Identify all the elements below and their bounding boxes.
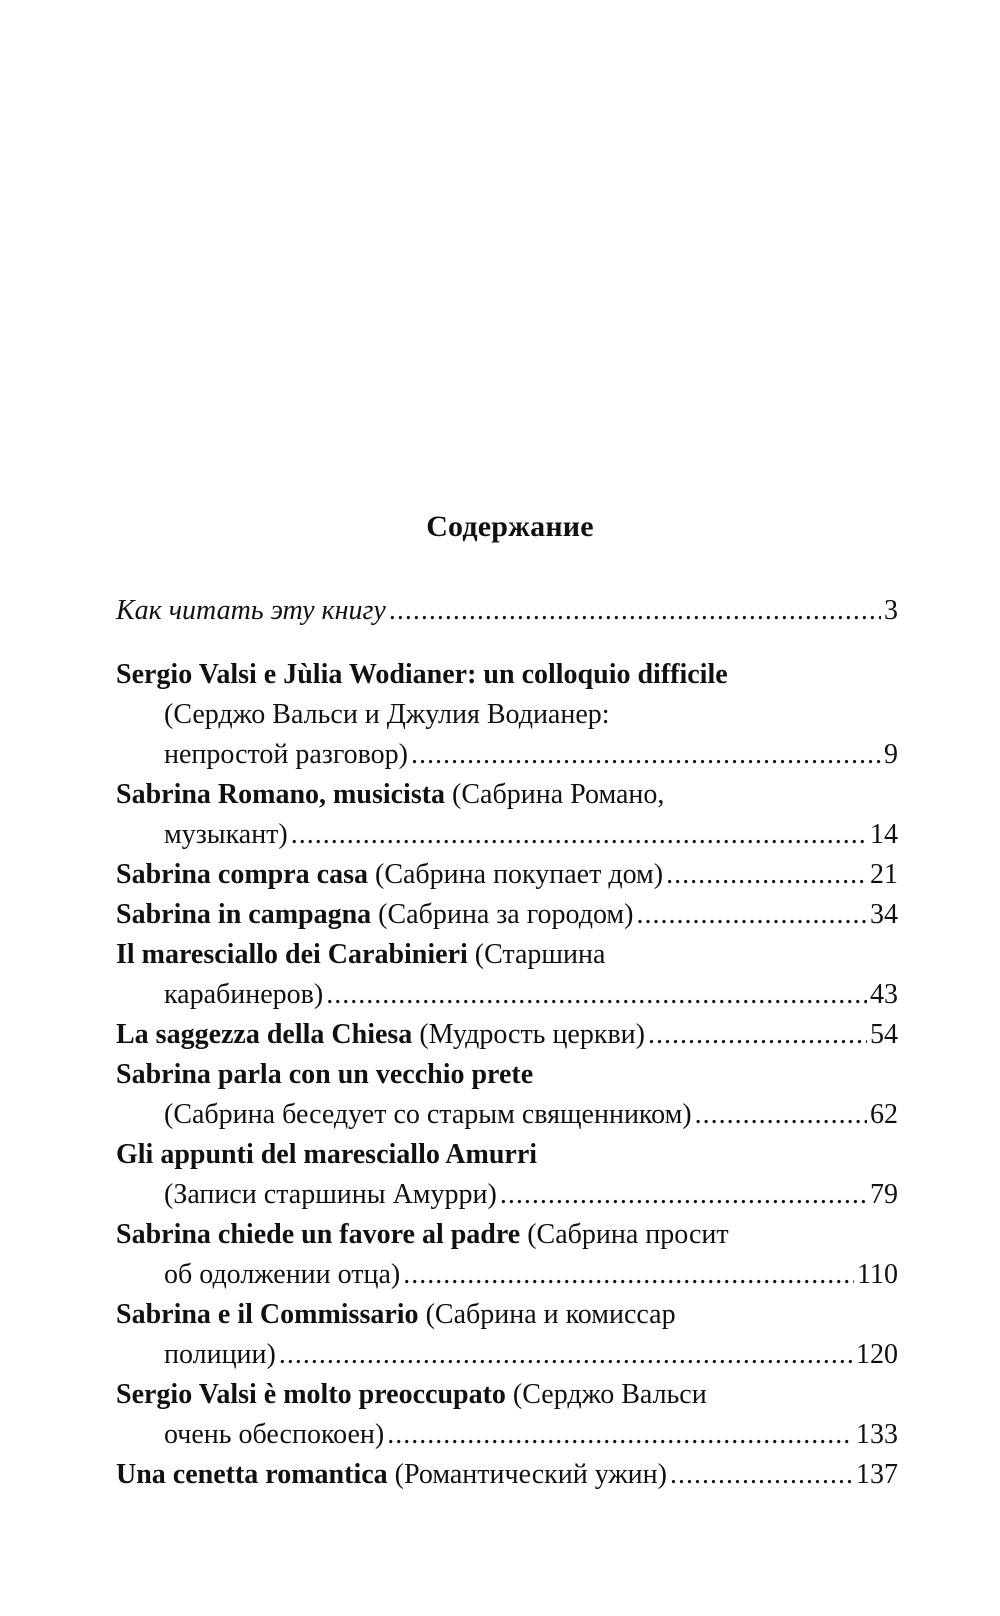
page-number: 21: [870, 859, 898, 890]
chapter-title-russian: (Мудрость церкви): [412, 1019, 645, 1050]
dot-leader: [326, 975, 867, 1015]
toc-line: [116, 655, 898, 695]
chapter-title-russian: (Записи старшины Амурри): [164, 1179, 497, 1210]
page-number: 9: [884, 739, 898, 770]
page-number: 54: [870, 1019, 898, 1050]
page-number: 43: [870, 979, 898, 1010]
dot-leader: [291, 815, 867, 855]
toc-entry: [116, 1015, 898, 1055]
toc-entry: [116, 655, 898, 775]
toc-line: [116, 1455, 898, 1495]
toc-line: [116, 1415, 898, 1455]
page-number: 133: [856, 1419, 898, 1450]
dot-leader: [389, 591, 881, 631]
toc-line: [116, 1135, 898, 1175]
chapter-title-russian: непростой разговор): [164, 739, 409, 770]
page-number: 62: [870, 1099, 898, 1130]
toc-entry: [116, 1295, 898, 1375]
toc-entry: [116, 1215, 898, 1295]
toc-entry: [116, 895, 898, 935]
toc-intro-title: Как читать эту книгу: [116, 595, 386, 626]
chapter-title-russian: (Сабрина покупает дом): [368, 859, 664, 890]
page-number: 3: [884, 595, 898, 626]
chapter-title-russian: полиции): [164, 1339, 276, 1370]
chapter-title-italian: Sabrina Romano, musicista: [116, 779, 446, 810]
dot-leader: [387, 1415, 853, 1455]
page-number: 110: [857, 1259, 898, 1290]
chapter-title-russian: (Романтический ужин): [387, 1459, 667, 1490]
chapter-title-russian: (Серджо Вальси: [505, 1379, 707, 1410]
toc-line: [116, 1175, 898, 1215]
chapter-title-italian: Sergio Valsi è molto preoccupato: [116, 1379, 506, 1410]
chapter-title-italian: Il maresciallo dei Carabinieri: [116, 939, 468, 970]
toc-line: [116, 815, 898, 855]
toc-line: [116, 1255, 898, 1295]
toc-line: [116, 1095, 898, 1135]
page-number: 14: [870, 819, 898, 850]
chapter-title-russian: карабинеров): [164, 979, 324, 1010]
toc-entry: [116, 775, 898, 855]
chapter-title-italian: Sabrina compra casa: [116, 859, 368, 890]
dot-leader: [403, 1255, 854, 1295]
toc-line: [116, 895, 898, 935]
toc-line: [116, 1295, 898, 1335]
page-number: 120: [856, 1339, 898, 1370]
chapter-title-russian: (Серджо Вальси и Джулия Водианер:: [164, 699, 610, 730]
toc-entry: [116, 1055, 898, 1135]
toc-entry: [116, 935, 898, 1015]
dot-leader: [500, 1175, 867, 1215]
toc-line: [116, 975, 898, 1015]
toc-entry: [116, 591, 898, 631]
dot-leader: [666, 855, 867, 895]
chapter-title-russian: (Сабрина беседует со старым священником): [164, 1099, 692, 1130]
chapter-title-russian: музыкант): [164, 819, 288, 850]
toc-line: [116, 1055, 898, 1095]
page-number: 137: [856, 1459, 898, 1490]
chapter-title-russian: очень обеспокоен): [164, 1419, 385, 1450]
toc-line: [116, 591, 898, 631]
chapter-title-russian: об одолжении отца): [164, 1259, 401, 1290]
toc-line: [116, 855, 898, 895]
toc-entry: [116, 1135, 898, 1215]
chapter-title-italian: Sabrina chiede un favore al padre: [116, 1219, 521, 1250]
toc-line: [116, 1375, 898, 1415]
chapter-title-russian: (Сабрина и комиссар: [418, 1299, 676, 1330]
toc-line: [116, 935, 898, 975]
chapter-title-russian: (Сабрина за городом): [371, 899, 634, 930]
chapter-title-italian: Sergio Valsi e Jùlia Wodianer: un colloquio difficile: [116, 659, 728, 690]
toc-entry: [116, 1375, 898, 1455]
chapter-title-italian: Gli appunti del maresciallo Amurri: [116, 1139, 538, 1170]
page-title: Содержание: [426, 510, 594, 543]
chapter-title-russian: (Сабрина просит: [520, 1219, 729, 1250]
chapter-title-russian: (Сабрина Романо,: [445, 779, 665, 810]
dot-leader: [636, 895, 867, 935]
toc-line: [116, 775, 898, 815]
dot-leader: [695, 1095, 867, 1135]
dot-leader: [670, 1455, 853, 1495]
table-of-contents: [116, 591, 898, 1495]
page-number: 79: [870, 1179, 898, 1210]
toc-line: [116, 695, 898, 735]
dot-leader: [279, 1335, 853, 1375]
dot-leader: [648, 1015, 867, 1055]
toc-entry: [116, 1455, 898, 1495]
page-number: 34: [870, 899, 898, 930]
toc-line: [116, 1215, 898, 1255]
chapter-title-italian: Una cenetta romantica: [116, 1459, 388, 1490]
toc-entry: [116, 855, 898, 895]
toc-line: [116, 735, 898, 775]
dot-leader: [411, 735, 881, 775]
toc-line: [116, 1335, 898, 1375]
chapter-title-italian: Sabrina parla con un vecchio prete: [116, 1059, 534, 1090]
chapter-title-italian: Sabrina in campagna: [116, 899, 372, 930]
chapter-title-italian: La saggezza della Chiesa: [116, 1019, 413, 1050]
chapter-title-russian: (Старшина: [467, 939, 606, 970]
toc-line: [116, 1015, 898, 1055]
chapter-title-italian: Sabrina e il Commissario: [116, 1299, 419, 1330]
